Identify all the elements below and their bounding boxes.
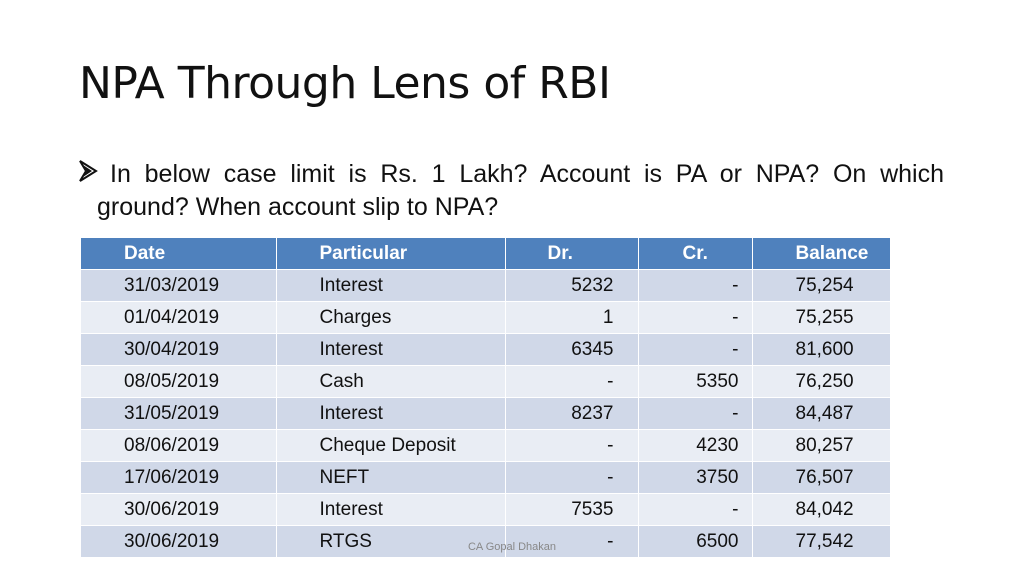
header-date: Date	[81, 238, 276, 270]
cell-particular: Interest	[276, 494, 505, 526]
cell-balance: 84,487	[752, 398, 890, 430]
cell-debit: -	[505, 526, 638, 558]
cell-particular: Interest	[276, 334, 505, 366]
cell-credit: -	[638, 334, 752, 366]
cell-date: 08/06/2019	[81, 430, 276, 462]
cell-debit: -	[505, 366, 638, 398]
cell-balance: 84,042	[752, 494, 890, 526]
header-balance: Balance	[752, 238, 890, 270]
bullet-text-line1: In below case limit is Rs. 1 Lakh? Account is PA or NPA? On which	[110, 160, 944, 188]
cell-debit: 1	[505, 302, 638, 334]
cell-date: 01/04/2019	[81, 302, 276, 334]
cell-particular: Charges	[276, 302, 505, 334]
cell-balance: 81,600	[752, 334, 890, 366]
cell-particular: Cash	[276, 366, 505, 398]
table-row	[81, 366, 890, 398]
cell-particular: RTGS	[276, 526, 505, 558]
table-row	[81, 270, 890, 302]
cell-date: 30/04/2019	[81, 334, 276, 366]
cell-date: 30/06/2019	[81, 526, 276, 558]
cell-credit: -	[638, 494, 752, 526]
cell-debit: 7535	[505, 494, 638, 526]
cell-particular: Interest	[276, 270, 505, 302]
cell-debit: -	[505, 462, 638, 494]
cell-credit: 5350	[638, 366, 752, 398]
cell-credit: -	[638, 398, 752, 430]
header-debit: Dr.	[505, 238, 638, 270]
ledger-table	[81, 238, 891, 558]
cell-balance: 76,507	[752, 462, 890, 494]
cell-date: 30/06/2019	[81, 494, 276, 526]
cell-date: 31/03/2019	[81, 270, 276, 302]
cell-balance: 80,257	[752, 430, 890, 462]
cell-credit: 4230	[638, 430, 752, 462]
table-header-row	[81, 238, 890, 270]
header-particular: Particular	[276, 238, 505, 270]
table-row	[81, 334, 890, 366]
cell-debit: -	[505, 430, 638, 462]
cell-balance: 75,254	[752, 270, 890, 302]
cell-balance: 77,542	[752, 526, 890, 558]
cell-date: 17/06/2019	[81, 462, 276, 494]
table-row	[81, 430, 890, 462]
slide-title: NPA Through Lens of RBI	[79, 58, 611, 109]
footer-author: CA Gopal Dhakan	[467, 541, 557, 553]
cell-balance: 75,255	[752, 302, 890, 334]
cell-credit: 6500	[638, 526, 752, 558]
cell-credit: -	[638, 302, 752, 334]
bullet-text-line2: ground? When account slip to NPA?	[97, 193, 499, 221]
table-row	[81, 302, 890, 334]
cell-balance: 76,250	[752, 366, 890, 398]
cell-debit: 6345	[505, 334, 638, 366]
cell-particular: NEFT	[276, 462, 505, 494]
cell-date: 31/05/2019	[81, 398, 276, 430]
arrow-bullet-icon	[78, 160, 98, 182]
header-credit: Cr.	[638, 238, 752, 270]
cell-credit: -	[638, 270, 752, 302]
table-row	[81, 462, 890, 494]
bullet-question	[78, 158, 944, 224]
table-row	[81, 398, 890, 430]
cell-credit: 3750	[638, 462, 752, 494]
cell-debit: 8237	[505, 398, 638, 430]
cell-debit: 5232	[505, 270, 638, 302]
cell-particular: Interest	[276, 398, 505, 430]
cell-particular: Cheque Deposit	[276, 430, 505, 462]
table-row	[81, 494, 890, 526]
cell-date: 08/05/2019	[81, 366, 276, 398]
